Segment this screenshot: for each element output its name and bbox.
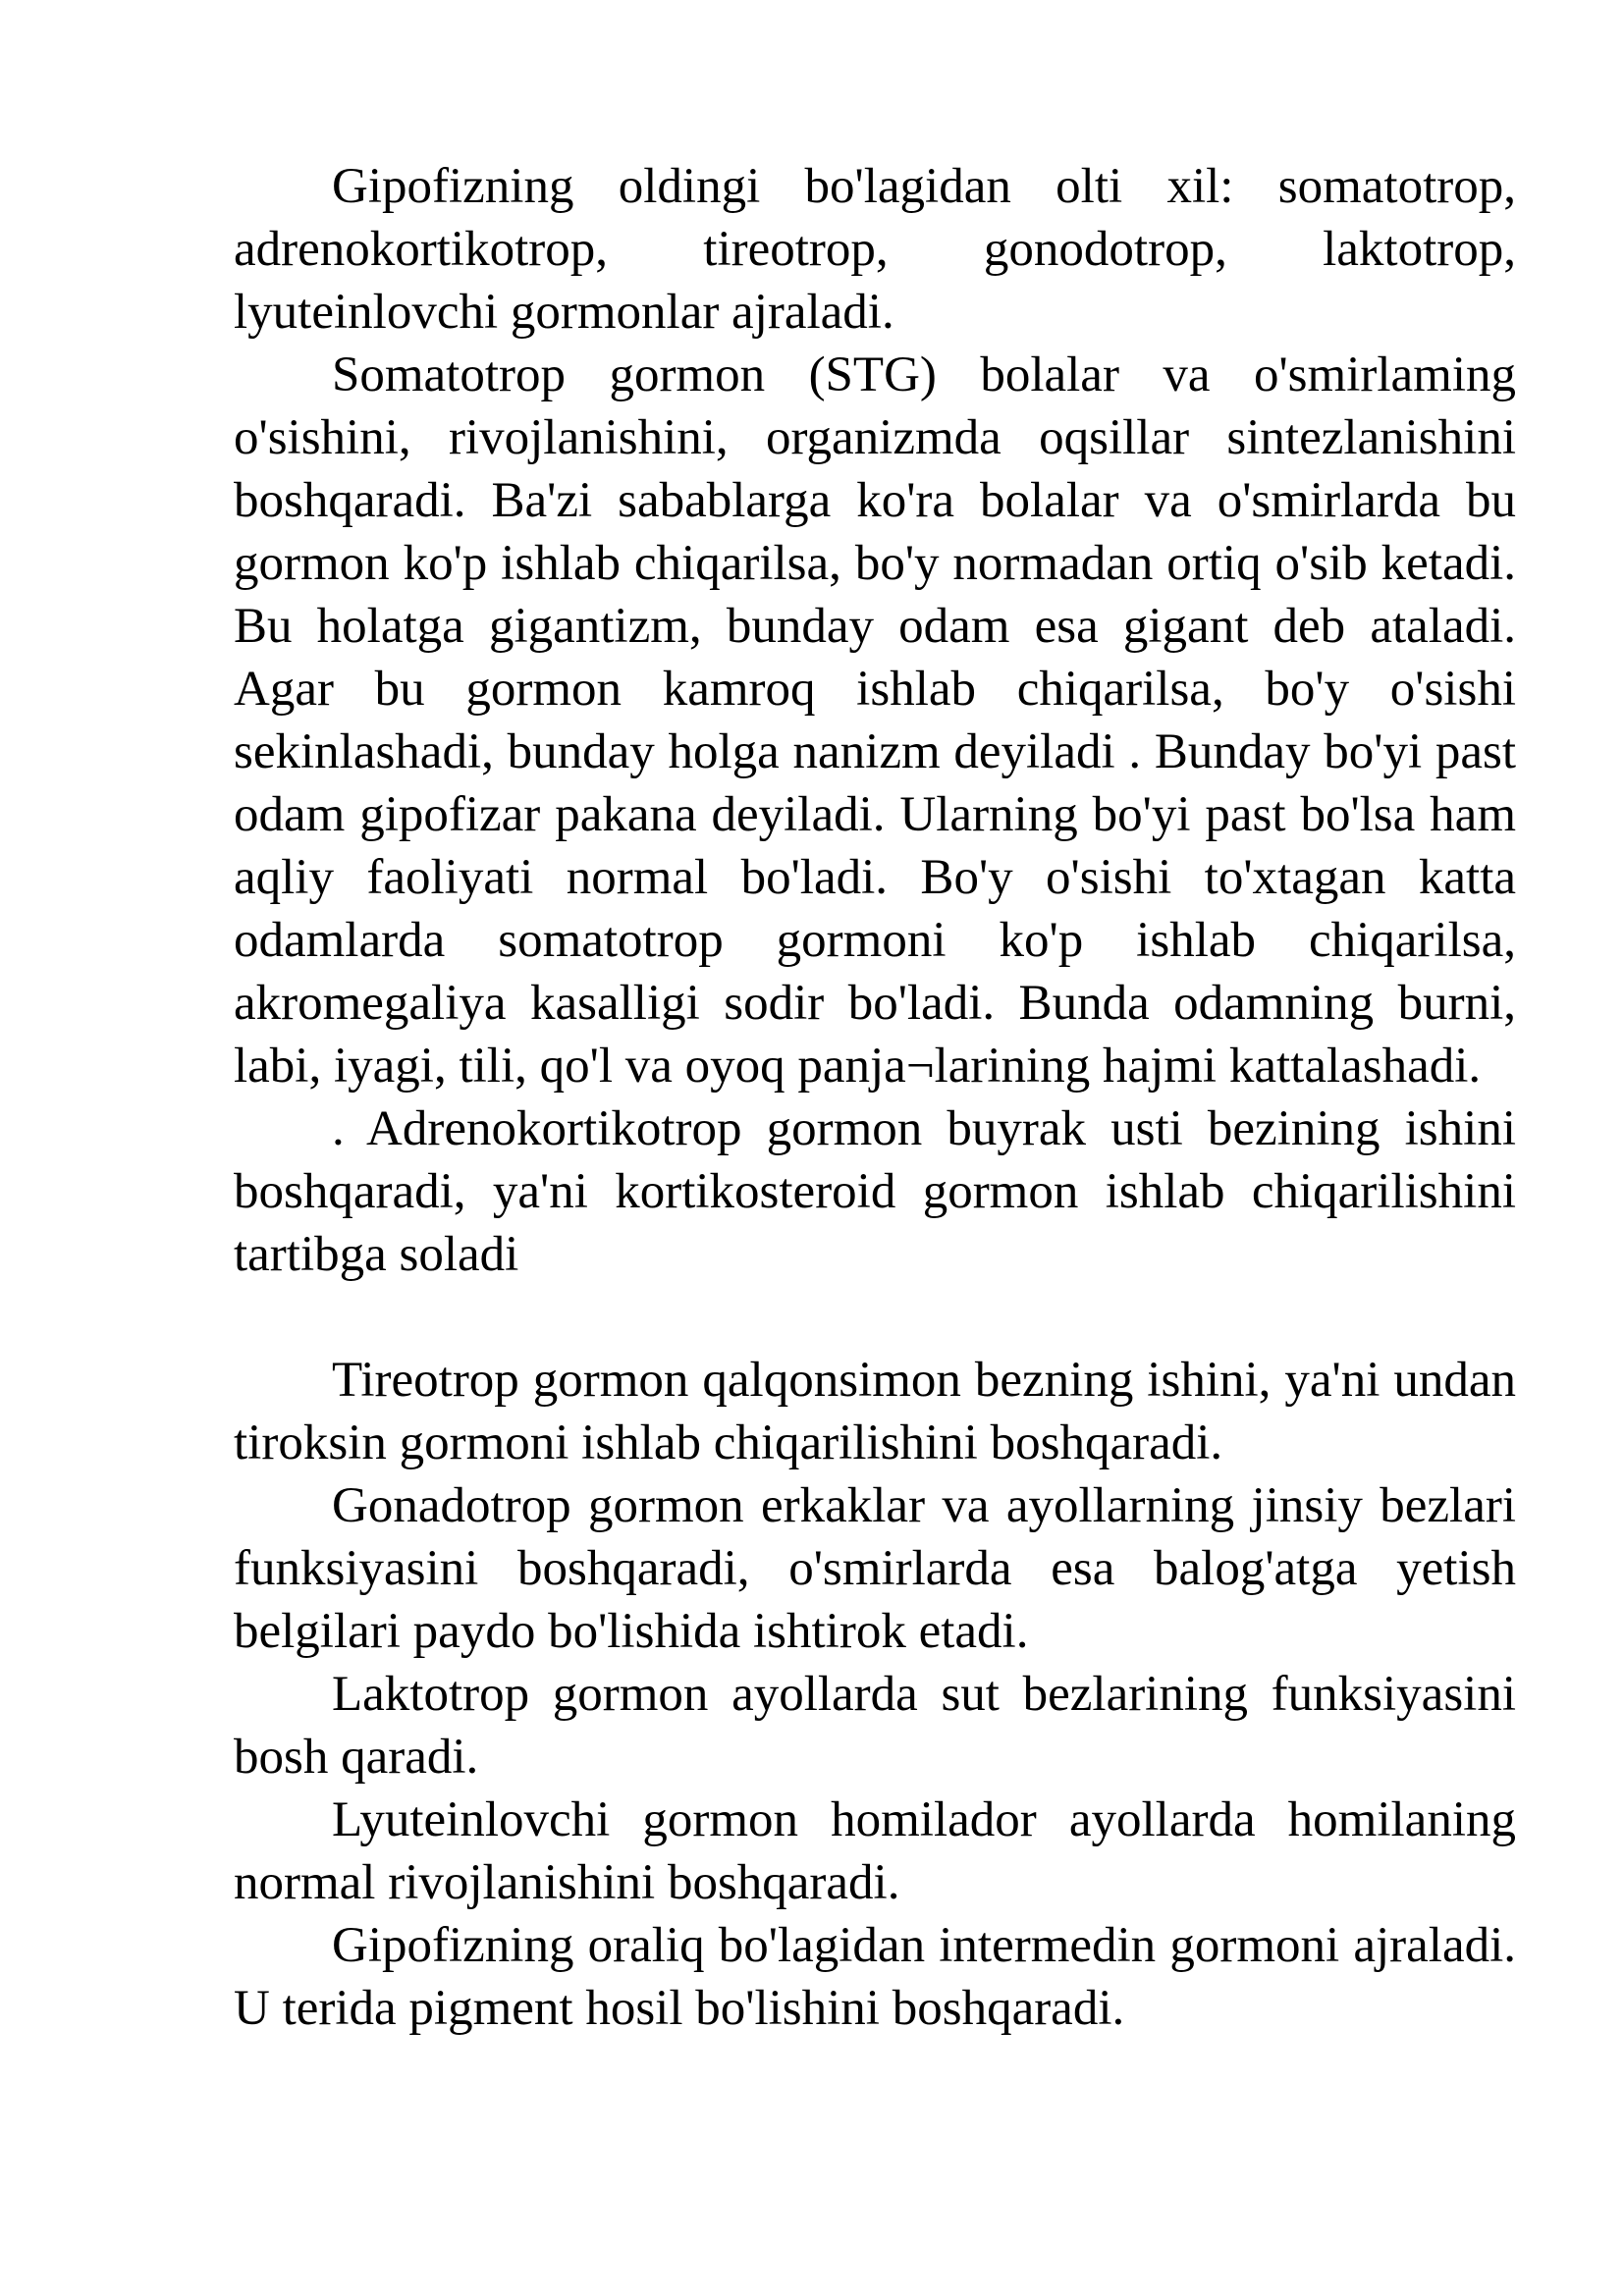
paragraph-thyrotropic-hormone: Tireotrop gormon qalqonsimon bezning ishini, ya'ni undan tiroksin gormoni ishlab chiqarilishini boshqaradi.	[234, 1353, 1516, 1470]
paragraph-lactotropic-hormone: Laktotrop gormon ayollarda sut bezlarining funksiyasini bosh qaradi.	[234, 1667, 1516, 1785]
paragraph-gonadotropic-hormone: Gonadotrop gormon erkaklar va ayollarning jinsiy bezlari funksiyasini boshqaradi, o'smirlarda esa balog'atga yetish belgilari paydo bo'lishida ishtirok etadi.	[234, 1478, 1516, 1659]
paragraph-adrenocorticotropic-hormone: . Adrenokortikotrop gormon buyrak usti bezining ishini boshqaradi, ya'ni kortikosteroid gormon ishlab chiqarilishini tartibga soladi	[234, 1101, 1516, 1282]
document-page	[234, 155, 1516, 2040]
paragraph-somatotropic-hormone: Somatotrop gormon (STG) bolalar va o'smirlaming o'sishini, rivojlanishini, organizmda oqsillar sintezlanishini boshqaradi. Ba'zi sabablarga ko'ra bolalar va o'smirlarda bu gormon ko'p ishlab chiqarilsa, bo'y normadan ortiq o'sib ketadi. Bu holatga gigantizm, bunday odam esa gigant deb ataladi. Agar bu gormon kamroq ishlab chiqarilsa, bo'y o'sishi sekinlashadi, bunday holga nanizm deyiladi . Bunday bo'yi past odam gipofizar pakana deyiladi. Ularning bo'yi past bo'lsa ham aqliy faoliyati normal bo'ladi. Bo'y o'sishi to'xtagan katta odamlarda somatotrop gormoni ko'p ishlab chiqarilsa, akromegaliya kasalligi sodir bo'ladi. Bunda odamning burni, labi, iyagi, tili, qo'l va oyoq panja¬larining hajmi kattalashadi.	[234, 347, 1516, 1094]
paragraph-gap	[234, 1286, 1516, 1349]
paragraph-intermediate-lobe: Gipofizning oraliq bo'lagidan intermedin gormoni ajraladi. U terida pigment hosil bo'lishini boshqaradi.	[234, 1918, 1516, 2036]
paragraph-anterior-lobe-hormones: Gipofizning oldingi bo'lagidan olti xil: somatotrop, adrenokortikotrop, tireotrop, gonodotrop, laktotrop, lyuteinlovchi gormonlar ajraladi.	[234, 159, 1516, 340]
paragraph-luteinizing-hormone: Lyuteinlovchi gormon homilador ayollarda homilaning normal rivojlanishini boshqaradi.	[234, 1792, 1516, 1910]
